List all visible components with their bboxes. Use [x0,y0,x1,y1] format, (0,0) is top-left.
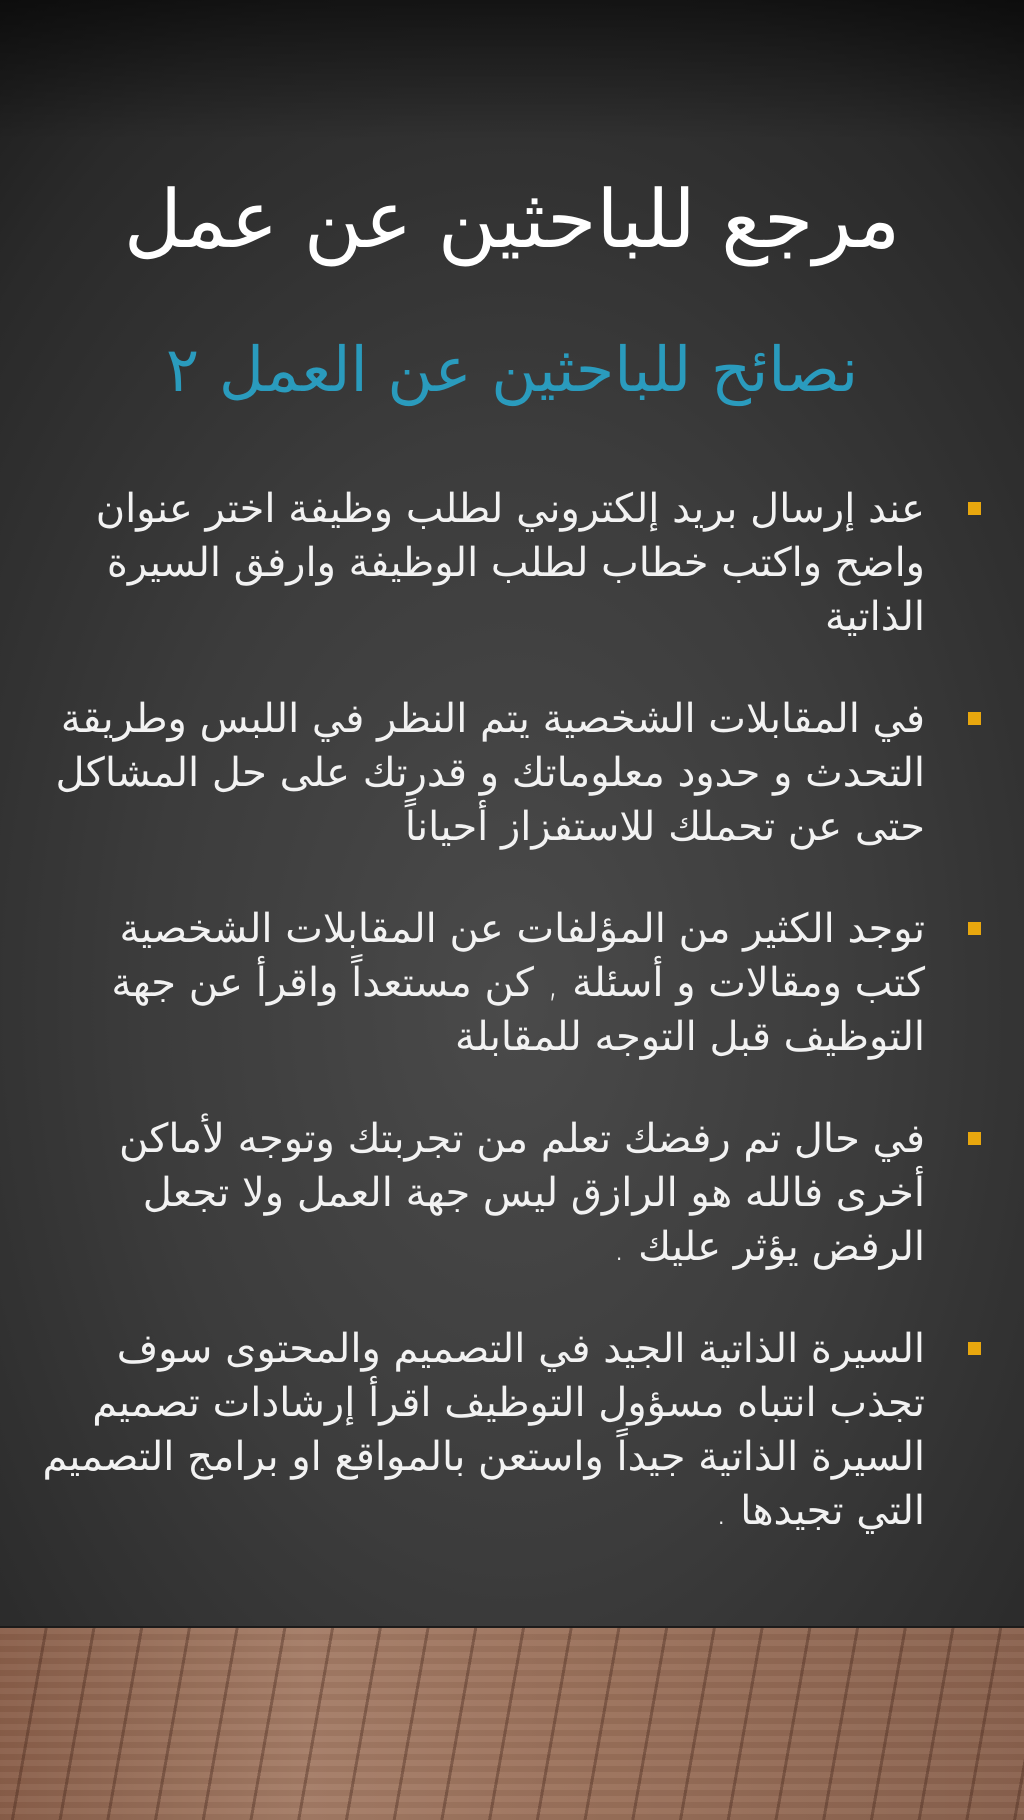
bullet-list [40,482,985,1586]
bullet-item-3 [40,902,985,1064]
slide-subtitle: نصائح للباحثين عن العمل ٢ [165,333,859,406]
bullet-square-icon [968,502,981,515]
bullet-text-5: السيرة الذاتية الجيد في التصميم والمحتوى سوف تجذب انتباه مسؤول التوظيف اقرأ إرشادات تصميم السيرة الذاتية جيداً واستعن بالمواقع او برامج التصميم التي تجيدها . [42,1326,925,1534]
top-vignette [0,0,1024,140]
bullet-text-3: توجد الكثير من المؤلفات عن المقابلات الشخصية كتب ومقالات و أسئلة , كن مستعداً واقرأ عن جهة التوظيف قبل التوجه للمقابلة [111,906,925,1060]
bullet-text-4: في حال تم رفضك تعلم من تجربتك وتوجه لأماكن أخرى فالله هو الرازق ليس جهة العمل ولا تجعل الرفض يؤثر عليك . [118,1116,925,1270]
wooden-floor [0,1628,1024,1820]
bullet-item-5 [40,1322,985,1538]
bullet-item-4 [40,1112,985,1274]
bullet-text-2: في المقابلات الشخصية يتم النظر في اللبس وطريقة التحدث و حدود معلوماتك و قدرتك على حل المشاكل حتى عن تحملك للاستفزاز أحياناً [55,696,925,850]
bullet-square-icon [968,1342,981,1355]
bullet-text-1: عند إرسال بريد إلكتروني لطلب وظيفة اختر عنوان واضح واكتب خطاب لطلب الوظيفة وارفق السيرة الذاتية [95,486,925,640]
slide-title: مرجع للباحثين عن عمل [123,173,901,266]
bullet-square-icon [968,1132,981,1145]
bullet-square-icon [968,712,981,725]
bullet-square-icon [968,922,981,935]
bullet-item-1 [40,482,985,644]
bullet-item-2 [40,692,985,854]
